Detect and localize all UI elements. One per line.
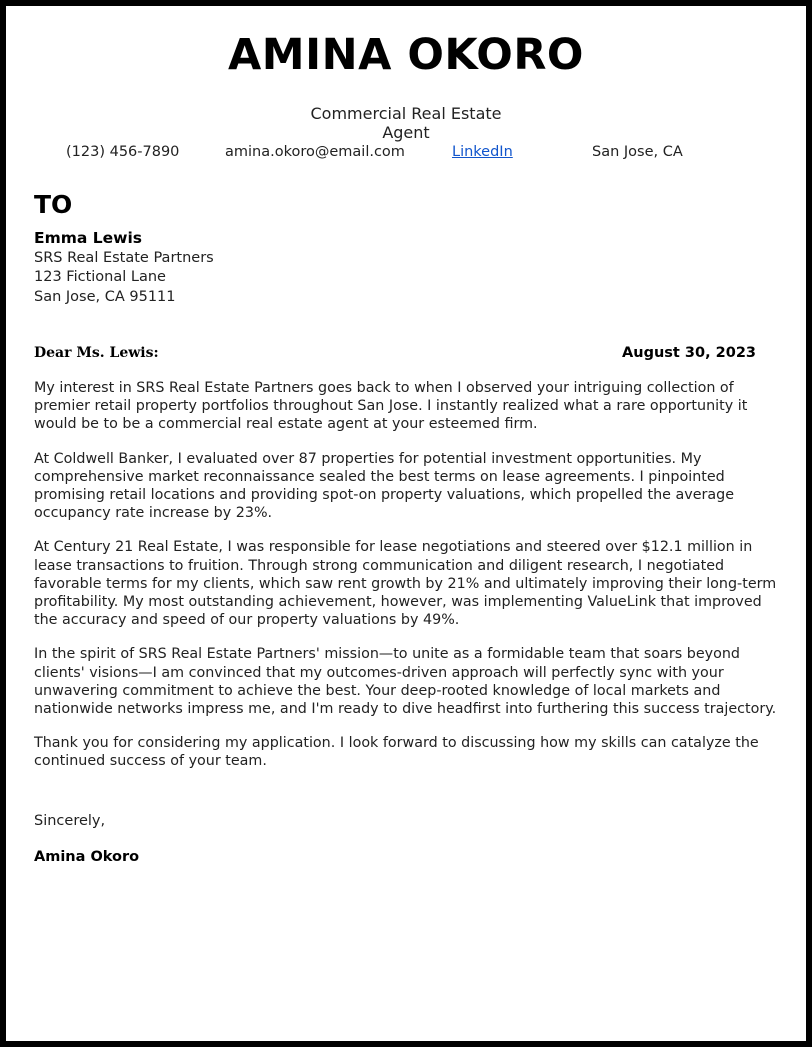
paragraph-5: Thank you for considering my application. I look forward to discussing how my skills can catalyze the continued success of your team. <box>34 735 759 770</box>
recipient-block <box>34 229 214 307</box>
recipient-company: SRS Real Estate Partners <box>34 249 214 266</box>
job-title-line-1: Commercial Real Estate <box>310 104 502 123</box>
phone-number: (123) 456-7890 <box>66 144 180 160</box>
paragraph-2: At Coldwell Banker, I evaluated over 87 properties for potential investment opportunities. My comprehensive market reconnaissance sealed the best terms on lease agreements. I pinpointed promising retail locations and providing spot-on property valuations, which propelled the average occupancy rate increase by 23%. <box>34 450 734 522</box>
paragraph-4: In the spirit of SRS Real Estate Partners' mission—to unite as a formidable team that soars beyond clients' visions—I am convinced that my outcomes-driven approach will perfectly sync with your unwavering commitment to achieve the best. Your deep-rooted knowledge of local markets and nationwide networks impress me, and I'm ready to dive headfirst into furthering this success trajectory. <box>34 646 777 718</box>
recipient-name: Emma Lewis <box>34 229 142 247</box>
recipient-city: San Jose, CA 95111 <box>34 288 176 305</box>
paragraph-3: At Century 21 Real Estate, I was responsible for lease negotiations and steered over $12.1 million in lease transactions to fruition. Through strong communication and diligent research, I negotiated favorable terms for my clients, which saw rent growth by 21% and ultimately improving their long-term profitability. My most outstanding achievement, however, was implementing ValueLink that improved the accuracy and speed of our property valuations by 49%. <box>34 539 777 629</box>
recipient-heading: TO <box>34 190 73 219</box>
linkedin-link-wrap <box>452 144 513 160</box>
closing: Sincerely, <box>34 813 106 829</box>
job-title-line-2: Agent <box>382 123 430 142</box>
salutation: Dear Ms. Lewis: <box>34 345 159 361</box>
letter-date: August 30, 2023 <box>622 345 756 361</box>
paragraph-1: My interest in SRS Real Estate Partners goes back to when I observed your intriguing collection of premier retail property portfolios throughout San Jose. I instantly realized what a rare opportunity it would be to be a commercial real estate agent at your esteemed firm. <box>34 380 748 433</box>
recipient-street: 123 Fictional Lane <box>34 269 166 285</box>
applicant-name: AMINA OKORO <box>228 30 584 80</box>
signature: Amina Okoro <box>34 849 140 865</box>
letter-body <box>34 379 784 787</box>
linkedin-link[interactable]: LinkedIn <box>452 144 513 160</box>
location: San Jose, CA <box>592 144 683 160</box>
job-title <box>0 104 812 142</box>
email-address: amina.okoro@email.com <box>225 144 405 160</box>
